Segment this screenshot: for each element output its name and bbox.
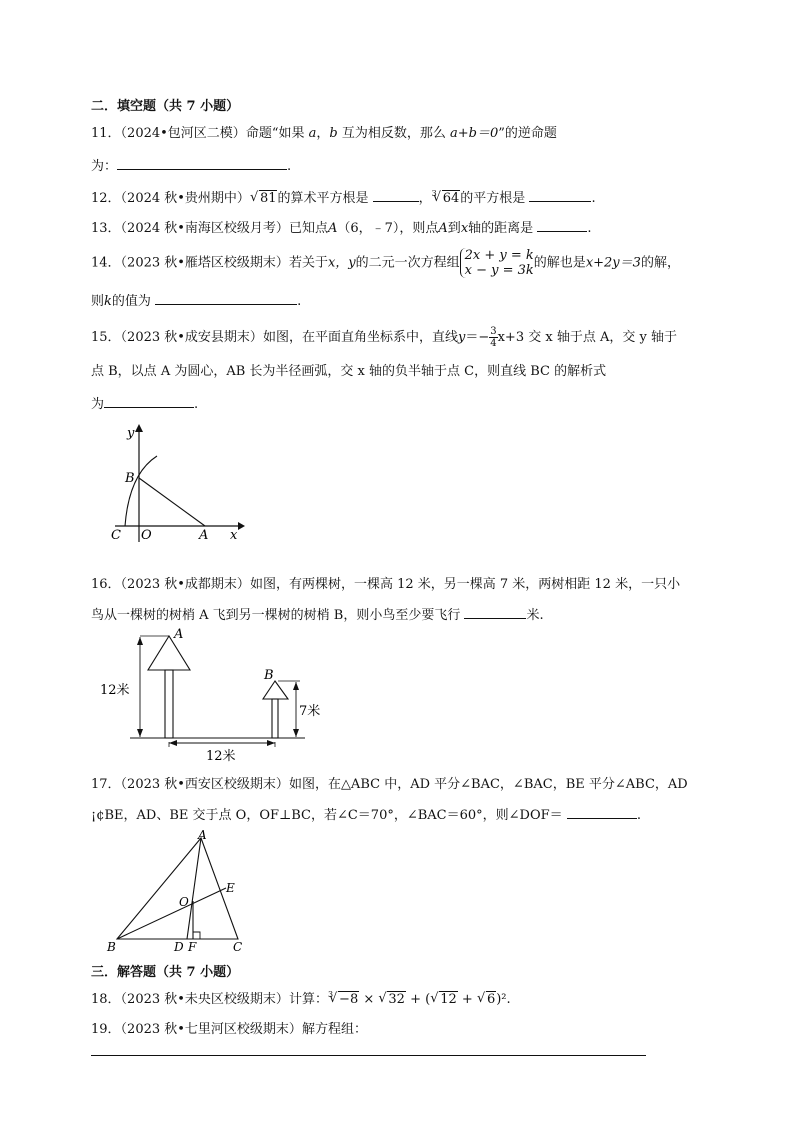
question-11-line2: 为： .: [91, 159, 292, 174]
question-15-line3: 为 .: [91, 397, 199, 412]
q12-answer-blank-1[interactable]: [373, 189, 419, 202]
q17-fig-point-c: C: [233, 940, 243, 954]
q15-fraction: $\frac{3}{4}$: [490, 326, 497, 349]
question-17: 17．（2023 秋•西安区校级期末）如图，在△ABC 中，AD 平分∠BAC，∠BAC，BE 平分∠ABC，AD: [91, 777, 688, 792]
question-19: 19．（2023 秋•七里河区校级期末）解方程组：: [91, 1022, 367, 1037]
q17-triangle-figure: [104, 826, 254, 954]
section-title-fill-blank: 二．填空题（共 7 小题）: [91, 99, 240, 114]
q14-answer-blank[interactable]: [155, 292, 297, 305]
q15-coordinate-figure: [105, 420, 250, 545]
q15-fig-x-label: x: [230, 528, 238, 543]
q15-fig-origin: O: [141, 528, 152, 543]
question-17-line2: ¡¢BE，AD、BE 交于点 O，OF⊥BC，若∠C＝70°，∠BAC＝60°，则∠DOF＝ .: [91, 808, 641, 823]
question-12: 12．（2024 秋•贵州期中）√ 81的算术平方根是 ，$^3$√ 64的平方根是 .: [91, 189, 596, 209]
q16-fig-point-a: A: [174, 627, 184, 642]
question-16: 16．（2023 秋•成都期末）如图，有两棵树，一棵高 12 米，另一棵高 7 米，两树相距 12 米，一只小: [91, 577, 681, 592]
q15-fig-y-label: y: [127, 426, 135, 441]
q15-fig-point-b: B: [125, 471, 135, 486]
section-title-answer: 三．解答题（共 7 小题）: [91, 965, 240, 980]
page-footer-rule: [91, 1055, 646, 1056]
q11-answer-blank[interactable]: [117, 157, 287, 170]
q17-fig-point-f: F: [188, 940, 197, 954]
question-15-line2: 点 B，以点 A 为圆心，AB 长为半径画弧，交 x 轴的负半轴于点 C，则直线 BC 的解析式: [91, 364, 607, 379]
question-14-line2: 则k的值为 .: [91, 294, 302, 309]
q11-number: 11．: [91, 126, 121, 141]
q14-equation-system: 2x + y = k x − y = 3k: [460, 248, 534, 278]
q16-answer-blank[interactable]: [464, 606, 526, 619]
q11-source: （2024•包河区二模）: [120, 126, 246, 141]
q17-fig-point-d: D: [174, 940, 184, 954]
q17-answer-blank[interactable]: [567, 806, 637, 819]
q15-fig-point-c: C: [111, 528, 121, 543]
question-11: 11．（2024•包河区二模）命题“如果 a，b 互为相反数，那么 a+b＝0”的逆命题: [91, 126, 557, 141]
q17-fig-point-o: O: [179, 895, 189, 909]
q16-fig-height1: 12米: [100, 683, 130, 698]
question-18: 18．（2023 秋•未央区校级期末）计算：$^3$√ −8 × √ 32 + (√ 12 + √ 6)².: [91, 991, 511, 1010]
q17-fig-point-a: A: [198, 828, 207, 842]
q17-fig-point-e: E: [226, 881, 235, 895]
q17-fig-point-b: B: [107, 940, 116, 954]
q15-fig-point-a: A: [199, 528, 209, 543]
question-13: 13．（2024 秋•南海区校级月考）已知点A（6，﹣7），则点A到x轴的距离是 .: [91, 221, 592, 236]
q16-trees-figure: [100, 623, 330, 768]
q15-answer-blank[interactable]: [104, 395, 194, 408]
q16-fig-distance: 12米: [206, 749, 236, 764]
q13-answer-blank[interactable]: [537, 219, 587, 232]
q12-answer-blank-2[interactable]: [529, 189, 591, 202]
q16-fig-height2: 7米: [299, 704, 321, 719]
question-16-line2: 鸟从一棵树的树梢 A 飞到另一棵树的树梢 B，则小鸟至少要飞行 米.: [91, 608, 544, 623]
q16-fig-point-b: B: [264, 668, 274, 683]
question-15: 15．（2023 秋•成安县期末）如图，在平面直角坐标系中，直线y＝− $\frac{3}{4}$ x+3 交 x 轴于点 A，交 y 轴于: [91, 326, 677, 349]
question-14: 14．（2023 秋•雁塔区校级期末）若关于x，y的二元一次方程组 2x + y = k x − y = 3k 的解也是x+2y＝3的解，: [91, 248, 680, 278]
